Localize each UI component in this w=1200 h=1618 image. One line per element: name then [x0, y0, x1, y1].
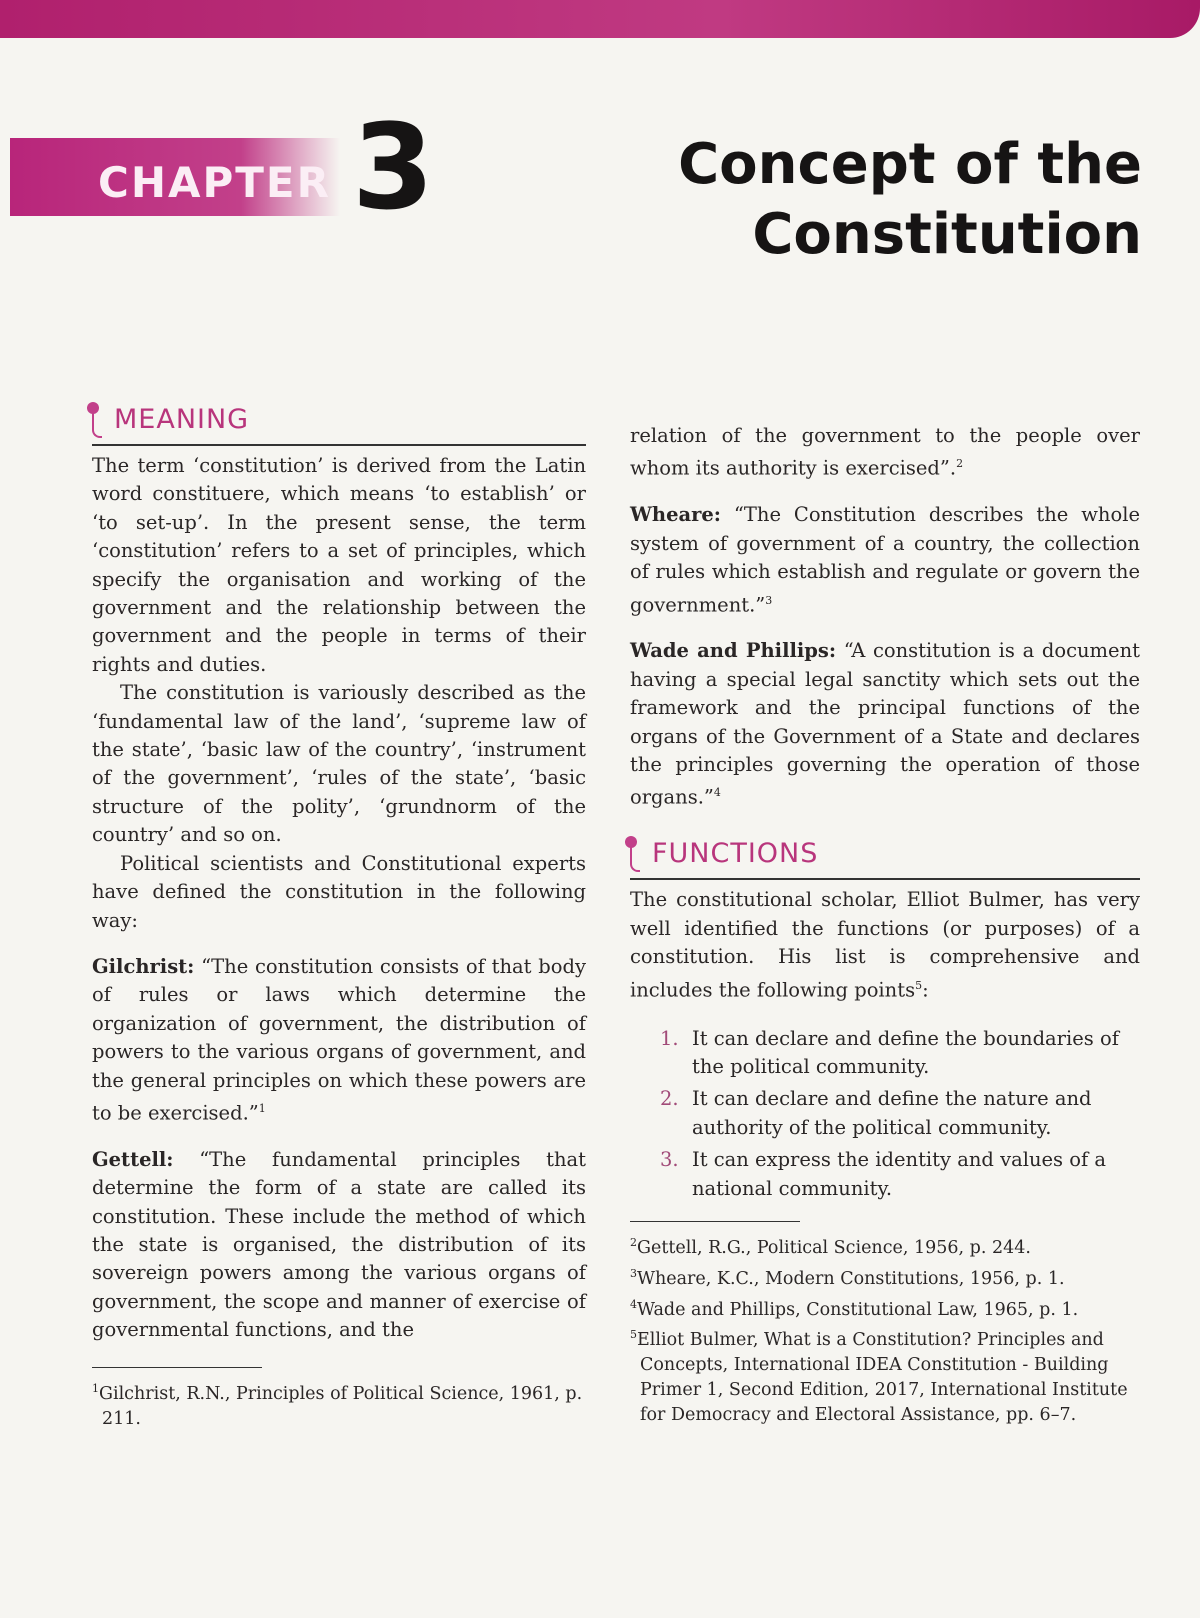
list-item-text: It can express the identity and values of a national community. [692, 1148, 1107, 1200]
functions-heading [630, 836, 1140, 880]
footnote-2 [630, 1230, 1140, 1261]
footnote-1-number: 1 [92, 1381, 99, 1395]
wheare-text: “The Constitution describes the whole system of government of a country, the collection of rules which establish and regulate or govern the government.” [630, 503, 1140, 617]
list-item [646, 1085, 1140, 1142]
wheare-definition [630, 501, 1140, 619]
footnote-5-text: Elliot Bulmer, What is a Constitution? Principles and Concepts, International IDEA Constitution - Building Primer 1, Second Edition, 2017, International Institute for Democracy and Electoral Assistance, pp. 6–7. [637, 1330, 1128, 1426]
gettell-text: “The fundamental principles that determine the form of a state are called its constitution. These include the method of which the state is organised, the distribution of its sovereign powers among the various organs of government, the scope and manner of exercise of governmental functions, and the [92, 1147, 586, 1342]
list-item-text: It can declare and define the boundaries of the political community. [692, 1026, 1119, 1078]
functions-intro [630, 886, 1140, 1004]
chapter-number: 3 [352, 98, 435, 236]
meaning-heading-label: MEANING [114, 404, 250, 435]
functions-heading-label: FUNCTIONS [652, 838, 819, 870]
footnote-4-number: 4 [630, 1297, 637, 1311]
footnote-ref-2: 2 [956, 457, 964, 471]
chapter-title-line-1: Concept of the [678, 132, 1142, 197]
left-column [92, 402, 586, 1432]
gilchrist-definition [92, 953, 586, 1128]
right-footnotes [630, 1221, 1140, 1428]
functions-list [630, 1025, 1140, 1203]
footnote-rule [92, 1367, 262, 1368]
footnote-4 [630, 1292, 1140, 1323]
footnote-ref-3: 3 [765, 593, 773, 607]
list-item-number: 1. [660, 1026, 679, 1050]
list-item-text: It can declare and define the nature and authority of the political community. [692, 1087, 1092, 1139]
gettell-definition [92, 1146, 586, 1345]
meaning-paragraph-1: The term ‘constitution’ is derived from the Latin word constituere, which means ‘to establish’ or ‘to set-up’. In the present sense, the term ‘constitution’ refers to a set of principles, which specify the organisation and working of the government and the relationship between the government and the people in terms of their rights and duties. [92, 454, 586, 676]
footnote-rule [630, 1221, 800, 1222]
right-column [630, 422, 1140, 1428]
footnote-ref-4: 4 [713, 786, 721, 800]
footnote-ref-1: 1 [258, 1101, 266, 1115]
chapter-title-line-2: Constitution [752, 202, 1142, 267]
wade-phillips-name: Wade and Phillips: [630, 639, 837, 663]
footnote-ref-5: 5 [915, 978, 923, 992]
gettell-continuation [630, 422, 1140, 483]
footnote-2-text: Gettell, R.G., Political Science, 1956, p. 244. [637, 1237, 1031, 1258]
meaning-paragraph-3: Political scientists and Constitutional experts have defined the constitution in the following way: [92, 851, 586, 932]
left-footnotes [92, 1367, 586, 1432]
gettell-continuation-text: relation of the government to the people over whom its authority is exercised”. [630, 424, 1140, 480]
footnote-5 [630, 1322, 1140, 1428]
wade-phillips-definition [630, 637, 1140, 812]
chapter-label: CHAPTER [98, 158, 331, 207]
footnote-3-text: Wheare, K.C., Modern Constitutions, 1956, p. 1. [637, 1268, 1065, 1289]
top-color-band [0, 0, 1200, 38]
chapter-title [622, 130, 1142, 270]
functions-intro-text: The constitutional scholar, Elliot Bulmer, has very well identified the functions (or purposes) of a constitution. His list is comprehensive and includes the following points [630, 888, 1140, 1002]
list-item-number: 2. [660, 1087, 679, 1111]
wade-phillips-text: “A constitution is a document having a special legal sanctity which sets out the framework and the principal functions of the organs of the Government of a State and declares the principles governing the operation of those organs.” [630, 639, 1140, 809]
meaning-paragraph-2: The constitution is variously described as the ‘fundamental law of the land’, ‘supreme law of the state’, ‘basic law of the country’, ‘instrument of the government’, ‘rules of the state’, ‘basic structure of the polity’, ‘grundnorm of the country’ and so on. [92, 681, 586, 847]
footnote-5-number: 5 [630, 1328, 637, 1342]
footnote-3 [630, 1261, 1140, 1292]
wheare-name: Wheare: [630, 503, 721, 527]
pin-icon [92, 406, 102, 438]
list-item-number: 3. [660, 1148, 679, 1172]
list-item [646, 1025, 1140, 1082]
gilchrist-text: “The constitution consists of that body of rules or laws which determine the organization of government, the distribution of powers to the various organs of government, and the general principles on which these powers are to be exercised.” [92, 954, 586, 1125]
footnote-1-text: Gilchrist, R.N., Principles of Political Science, 1961, p. 211. [99, 1383, 583, 1429]
footnote-1 [92, 1376, 586, 1432]
footnote-4-text: Wade and Phillips, Constitutional Law, 1965, p. 1. [637, 1299, 1079, 1320]
footnote-2-number: 2 [630, 1235, 637, 1249]
gilchrist-name: Gilchrist: [92, 954, 195, 978]
gettell-name: Gettell: [92, 1147, 174, 1171]
pin-icon [630, 840, 640, 872]
meaning-heading [92, 402, 586, 446]
footnote-3-number: 3 [630, 1266, 637, 1280]
list-item [646, 1146, 1140, 1203]
functions-intro-end: : [922, 978, 929, 1002]
